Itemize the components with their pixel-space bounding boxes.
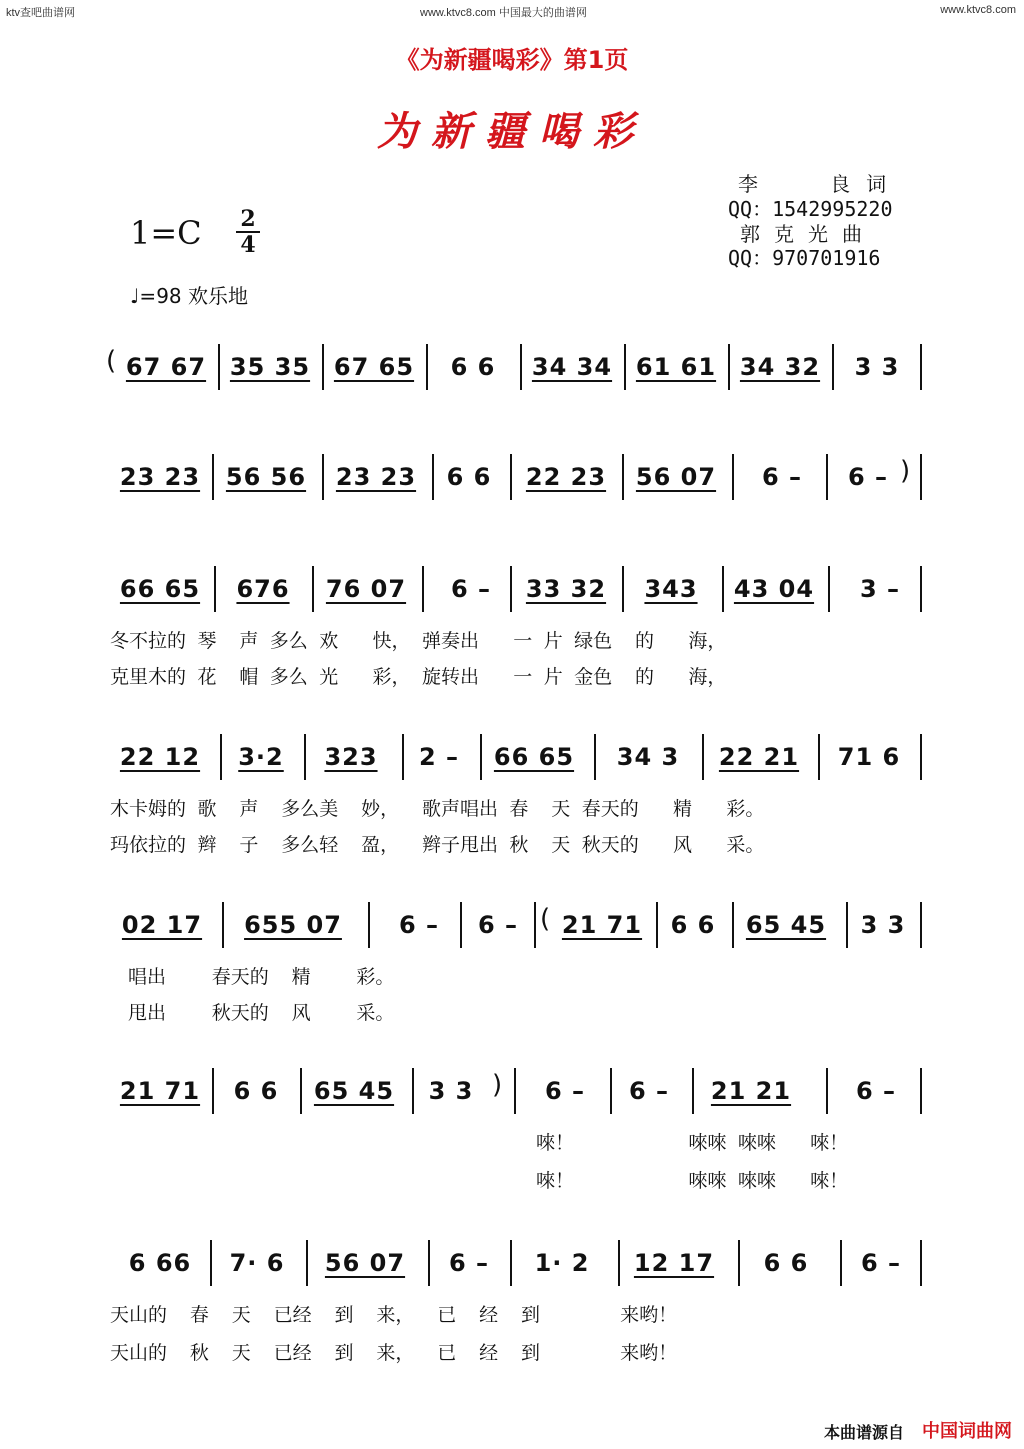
lyrics-line: 冬不拉的 琴 声 多么 欢 快， 弹奏出 一 片 绿色 的 海， <box>110 630 727 652</box>
measure: 6 – <box>628 1077 670 1105</box>
measure: 21 71 <box>561 911 643 939</box>
measure: 3·2 <box>238 743 284 771</box>
measure: 655 07 <box>244 911 342 939</box>
measure: 23 23 <box>335 463 417 491</box>
measure: 02 17 <box>121 911 203 939</box>
time-numerator: 2 <box>240 206 256 232</box>
measure: 67 65 <box>333 353 415 381</box>
measure: 3 3 <box>860 911 906 939</box>
measure: 22 23 <box>525 463 607 491</box>
key-signature: 1=C <box>130 214 202 252</box>
score-system-7 <box>106 1240 922 1286</box>
measure: 2 – <box>418 743 460 771</box>
measure: 65 45 <box>313 1077 395 1105</box>
measure: 323 <box>324 743 378 771</box>
watermark-right: www.ktvc8.com <box>940 4 1016 16</box>
time-signature <box>236 208 260 256</box>
measure: 6 – <box>477 911 519 939</box>
measure: 34 32 <box>739 353 821 381</box>
measure: 3 – <box>859 575 901 603</box>
source-label: 本曲谱源自 <box>823 1423 904 1442</box>
measure: 12 17 <box>633 1249 715 1277</box>
measure: 23 23 <box>119 463 201 491</box>
lyricist-qq: QQ：1542995220 <box>728 197 893 221</box>
measure: 6 – <box>544 1077 586 1105</box>
page-title: 《为新疆喝彩》第1页 <box>395 46 629 74</box>
score-system-1: ( 67 67 35 35 67 65 6 6 34 34 61 61 34 32 3 3 <box>106 344 922 390</box>
measure: 6 – <box>847 463 889 491</box>
measure: 35 35 <box>229 353 311 381</box>
score-system-4 <box>106 734 922 780</box>
lyrics-line: 木卡姆的 歌 声 多么美 妙， 歌声唱出 春 天 春天的 精 彩。 <box>110 798 765 820</box>
measure: 343 <box>644 575 698 603</box>
measure: 22 21 <box>718 743 800 771</box>
lyrics-line: 玛依拉的 辫 子 多么轻 盈， 辫子甩出 秋 天 秋天的 风 采。 <box>110 834 765 856</box>
measure: 6 66 <box>128 1249 192 1277</box>
score-system-3 <box>106 566 922 612</box>
measure: 56 07 <box>635 463 717 491</box>
measure: 6 6 <box>670 911 716 939</box>
lyrics-line: 甩出 秋天的 风 采。 <box>128 1002 395 1024</box>
lyrics-line: 唻！ 唻唻 唻唻 唻！ <box>536 1170 849 1192</box>
composer-qq: QQ：970701916 <box>728 246 881 270</box>
score-system-6: 21 71 6 6 65 45 3 3 ) 6 – 6 – 21 21 6 – <box>106 1068 922 1114</box>
measure: 61 61 <box>635 353 717 381</box>
measure: 22 12 <box>119 743 201 771</box>
measure: 6 6 <box>446 463 492 491</box>
measure: 6 – <box>860 1249 902 1277</box>
lyricist-credit: 李 良词 <box>738 172 903 196</box>
measure: 3 3 <box>854 353 900 381</box>
measure: 6 – <box>450 575 492 603</box>
watermark-left: ktv查吧曲谱网 <box>6 7 76 19</box>
measure: 43 04 <box>733 575 815 603</box>
measure: 66 65 <box>493 743 575 771</box>
measure: 21 21 <box>710 1077 792 1105</box>
measure: 56 56 <box>225 463 307 491</box>
measure: 76 07 <box>325 575 407 603</box>
measure: 6 6 <box>233 1077 279 1105</box>
measure: 34 3 <box>616 743 680 771</box>
score-system-5: 02 17 655 07 6 – 6 – ( 21 71 6 6 65 45 3 3 <box>106 902 922 948</box>
measure: 6 6 <box>450 353 496 381</box>
measure: 65 45 <box>745 911 827 939</box>
measure: 6 – <box>398 911 440 939</box>
lyrics-line: 天山的 秋 天 已经 到 来， 已 经 到 来哟！ <box>110 1342 678 1364</box>
watermark-center: www.ktvc8.com 中国最大的曲谱网 <box>420 7 587 19</box>
measure: 67 67 <box>125 353 207 381</box>
measure: 66 65 <box>119 575 201 603</box>
tempo-marking: ♩=98 欢乐地 <box>130 284 248 308</box>
measure: 6 – <box>448 1249 490 1277</box>
measure: 1· 2 <box>534 1249 590 1277</box>
measure: 33 32 <box>525 575 607 603</box>
measure: 71 6 <box>837 743 901 771</box>
score-system-2: 23 23 56 56 23 23 6 6 22 23 56 07 6 – 6 – ) <box>106 454 922 500</box>
measure: 6 – <box>761 463 803 491</box>
composer-credit: 郭克光曲 <box>740 222 876 246</box>
lyrics-line: 克里木的 花 帽 多么 光 彩， 旋转出 一 片 金色 的 海， <box>110 666 727 688</box>
measure: 34 34 <box>531 353 613 381</box>
lyrics-line: 唱出 春天的 精 彩。 <box>128 966 395 988</box>
source-site-link[interactable]: 中国词曲网 <box>922 1421 1012 1442</box>
lyrics-line: 天山的 春 天 已经 到 来， 已 经 到 来哟！ <box>110 1304 678 1326</box>
measure: 676 <box>236 575 290 603</box>
measure: 21 71 <box>119 1077 201 1105</box>
measure: 6 – <box>855 1077 897 1105</box>
measure: 7· 6 <box>229 1249 285 1277</box>
measure: 3 3 <box>428 1077 474 1105</box>
measure: 6 6 <box>763 1249 809 1277</box>
song-title: 为新疆喝彩 <box>377 108 647 155</box>
measure: 56 07 <box>324 1249 406 1277</box>
lyrics-line: 唻！ 唻唻 唻唻 唻！ <box>536 1132 849 1154</box>
time-denominator: 4 <box>240 232 256 258</box>
